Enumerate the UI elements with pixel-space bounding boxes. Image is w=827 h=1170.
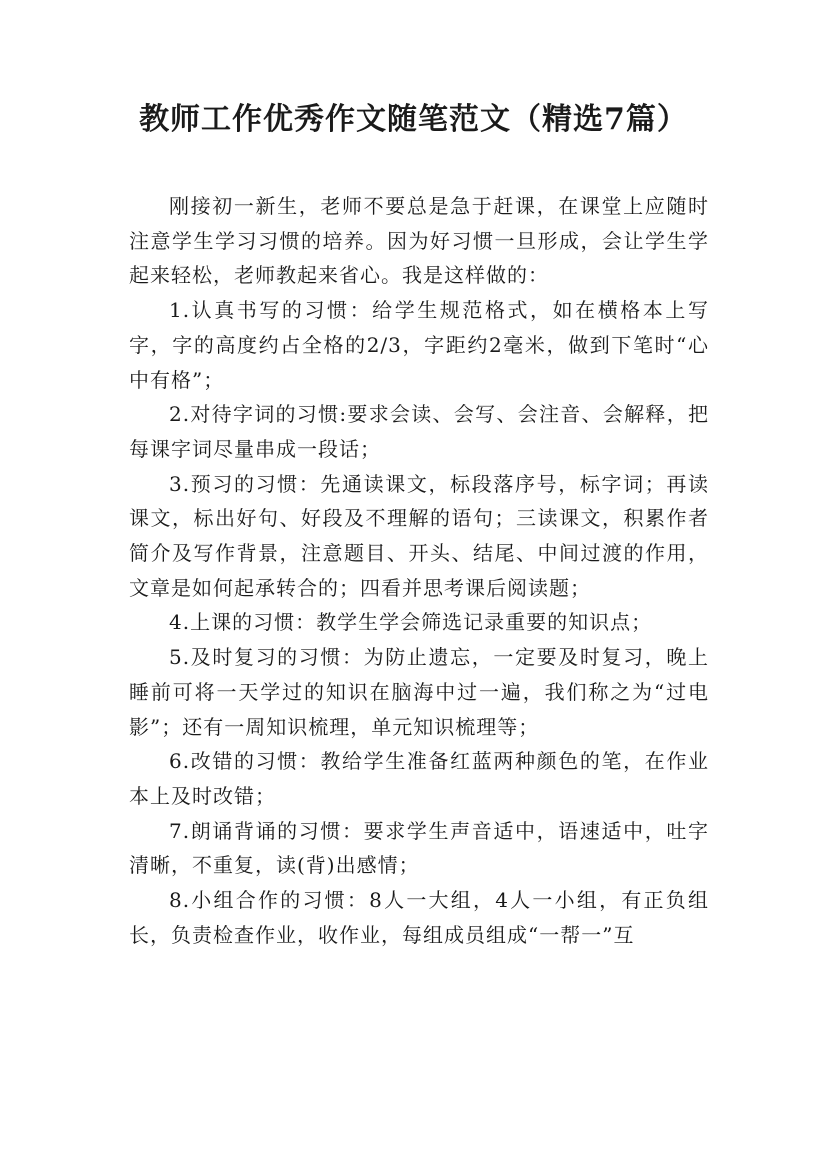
document-title: 教师工作优秀作文随笔范文（精选7篇） xyxy=(139,102,688,137)
paragraph-intro: 刚接初一新生，老师不要总是急于赶课，在课堂上应随时注意学生学习习惯的培养。因为好习惯一旦形成，会让学生学起来轻松，老师教起来省心。我是这样做的： xyxy=(129,194,709,288)
paragraph-habit-6: 6.改错的习惯：教给学生准备红蓝两种颜色的笔，在作业本上及时改错； xyxy=(129,749,709,808)
paragraph-habit-3: 3.预习的习惯：先通读课文，标段落序号，标字词；再读课文，标出好句、好段及不理解的语句；三读课文，积累作者简介及写作背景，注意题目、开头、结尾、中间过渡的作用，文章是如何起承转合的；四看并思考课后阅读题； xyxy=(129,471,709,600)
document-body xyxy=(129,189,709,952)
paragraph-habit-7: 7.朗诵背诵的习惯：要求学生声音适中，语速适中，吐字清晰，不重复，读(背)出感情； xyxy=(129,818,709,878)
paragraph-habit-2: 2.对待字词的习惯:要求会读、会写、会注音、会解释，把每课字词尽量串成一段话； xyxy=(129,402,709,461)
paragraph-habit-1: 1.认真书写的习惯：给学生规范格式，如在横格本上写字，字的高度约占全格的2/3，字距约2毫米，做到下笔时“心中有格”； xyxy=(129,298,709,392)
paragraph-habit-5: 5.及时复习的习惯：为防止遗忘，一定要及时复习，晚上睡前可将一天学过的知识在脑海中过一遍，我们称之为“过电影”；还有一周知识梳理，单元知识梳理等； xyxy=(129,645,709,739)
paragraph-habit-4: 4.上课的习惯：教学生学会筛选记录重要的知识点； xyxy=(169,610,653,635)
paragraph-habit-8: 8.小组合作的习惯：8人一大组，4人一小组，有正负组长，负责检查作业，收作业，每组成员组成“一帮一”互 xyxy=(129,888,709,947)
